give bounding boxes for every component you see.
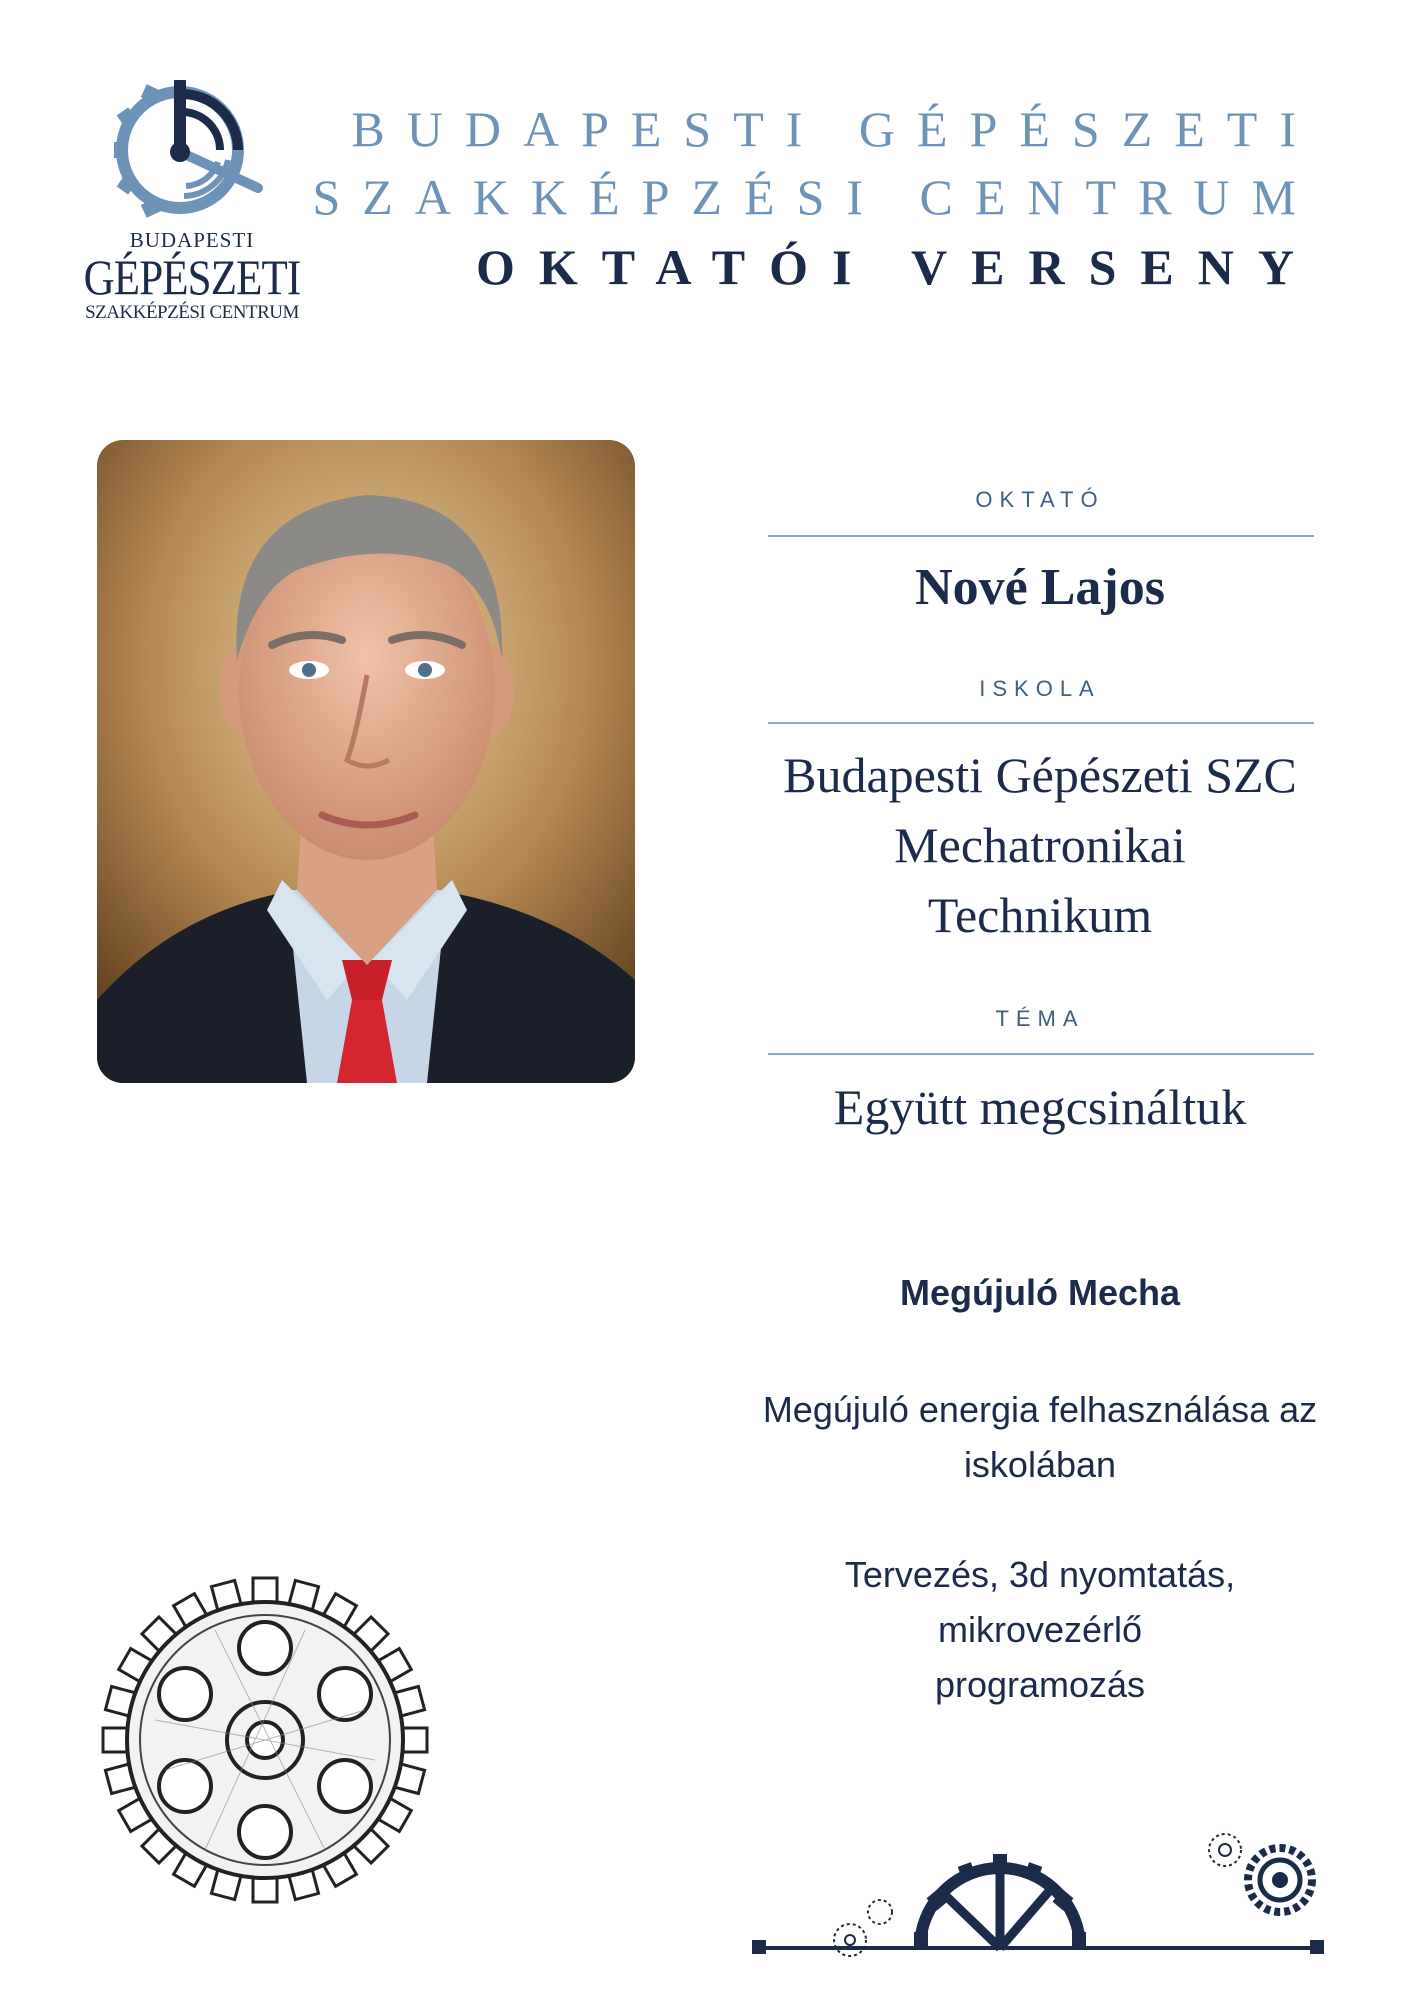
divider — [768, 535, 1314, 537]
school-name-line: Technikum — [927, 887, 1153, 943]
header-line-2: SZAKKÉPZÉSI CENTRUM — [312, 169, 1318, 225]
project-description-line: Megújuló energia felhasználása az — [762, 1389, 1318, 1430]
gear-clock-logo-icon — [62, 72, 322, 232]
header-line-1: BUDAPESTI GÉPÉSZETI — [351, 101, 1318, 157]
project-tasks-line: Tervezés, 3d nyomtatás, mikrovezérlő — [844, 1554, 1236, 1650]
theme-label: TÉMA — [995, 1006, 1085, 1031]
divider — [768, 722, 1314, 724]
teacher-portrait — [97, 440, 635, 1083]
project-title: Megújuló Mecha — [899, 1272, 1181, 1313]
school-name-line: Mechatronikai — [894, 817, 1186, 873]
logo — [62, 72, 322, 332]
project-tasks — [740, 1547, 1340, 1712]
theme-value: Együtt megcsináltuk — [833, 1079, 1247, 1135]
teacher-name: Nové Lajos — [915, 559, 1165, 616]
school-name — [740, 740, 1340, 950]
project-description-line: iskolában — [963, 1444, 1117, 1485]
logo-text-gepeszeti: GÉPÉSZETI — [83, 249, 301, 305]
logo-text-budapesti: BUDAPESTI — [129, 228, 255, 252]
school-name-line: Budapesti Gépészeti SZC — [783, 747, 1297, 803]
project-tasks-line: programozás — [934, 1664, 1146, 1705]
gears-decoration-icon — [750, 1820, 1340, 1960]
portrait-illustration — [97, 440, 635, 1083]
project-description — [740, 1382, 1340, 1492]
logo-text-centrum: SZAKKÉPZÉSI CENTRUM — [85, 302, 299, 323]
gear-sketch-icon — [95, 1570, 435, 1910]
header-title: OKTATÓI VERSENY — [475, 239, 1318, 295]
school-label: ISKOLA — [979, 676, 1101, 701]
divider — [768, 1053, 1314, 1055]
teacher-label: OKTATÓ — [975, 487, 1105, 512]
